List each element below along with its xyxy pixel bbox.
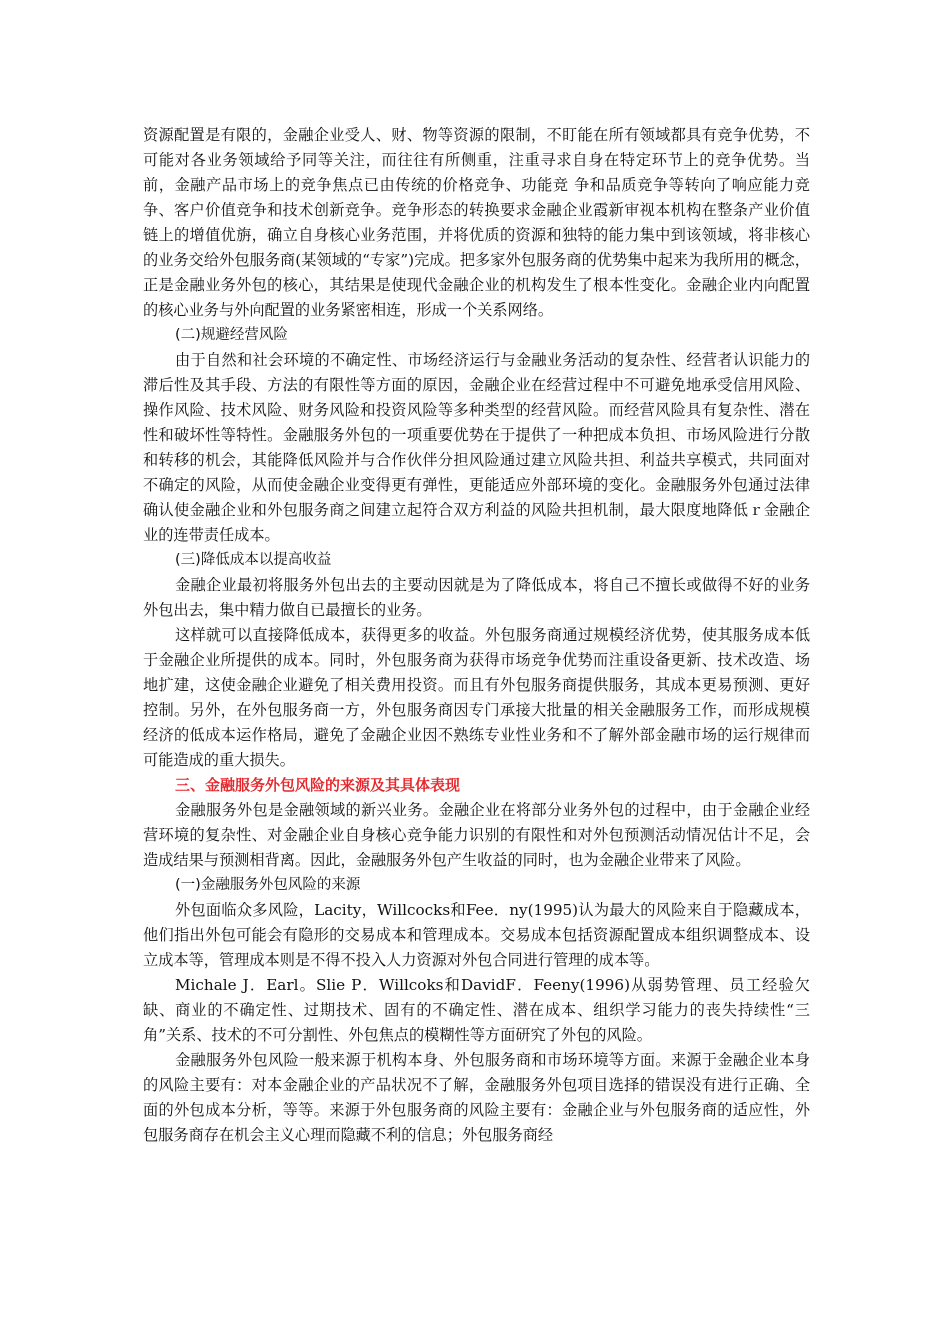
paragraph-cost-motive: 金融企业最初将服务外包出去的主要动因就是为了降低成本，将自己不擅长或做得不好的业务外包出去，集中精力做自已最擅长的业务。: [143, 576, 810, 619]
paragraph-risk: 由于自然和社会环境的不确定性、市场经济运行与金融业务活动的复杂性、经营者认识能力的滞后性及其手段、方法的有限性等方面的原因，金融企业在经营过程中不可避免地承受信用风险、操作风险、技术风险、财务风险和投资风险等多种类型的经营风险。而经营风险具有复杂性、潜在性和破坏性等特性。金融服务外包的一项重要优势在于提供了一种把成本负担、市场风险进行分散和转移的机会，其能降低风险并与合作伙伴分担风险通过建立风险共担、利益共享模式，共同面对不确定的风险，从而使金融企业变得更有弹性，更能适应外部环境的变化。金融服务外包通过法律确认使金融企业和外包服务商之间建立起符合双方利益的风险共担机制，最大限度地降低ｒ金融企业的连带责任成本。: [143, 351, 810, 544]
paragraph-risk-origins: 金融服务外包风险一般来源于机构本身、外包服务商和市场环境等方面。来源于金融企业本身的风险主要有：对本金融企业的产品状况不了解，金融服务外包项目选择的错误没有进行正确、全面的外包成本分析，等等。来源于外包服务商的风险主要有：金融企业与外包服务商的适应性，外包服务商存在机会主义心理而隐藏不利的信息；外包服务商经: [143, 1051, 810, 1144]
paragraph-earl: Michale J．Earl。Slie P．Willcoks和DavidF．Feeny(1996)从弱势管理、员工经验欠缺、商业的不确定性、过期技术、固有的不确定性、潜在成本、组织学习能力的丧失持续性“三角”关系、技术的不可分割性、外包焦点的模糊性等方面研究了外包的风险。: [143, 976, 810, 1044]
document-page: [143, 123, 810, 1148]
paragraph-outsourcing-intro: 金融服务外包是金融领域的新兴业务。金融企业在将部分业务外包的过程中，由于金融企业经营环境的复杂性、对金融企业自身核心竞争能力识别的有限性和对外包预测活动情况估计不足，会造成结果与预测相背离。因此，金融服务外包产生收益的同时，也为金融企业带来了风险。: [143, 801, 810, 869]
subheading-avoid-risk: (二)规避经营风险: [175, 327, 288, 343]
paragraph-resource-allocation: 资源配置是有限的，金融企业受人、财、物等资源的限制，不盯能在所有领域都具有竞争优势，不可能对各业务领域给予同等关注，而往往有所侧重，注重寻求自身在特定环节上的竞争优势。当前，金融产品市场上的竞争焦点已由传统的价格竞争、功能竞 争和品质竞争等转向了响应能力竞争、客户价值竞争和技术创新竞争。竞争形态的转换要求金融企业霞新审视本机构在整条产业价值链上的增值优旃，确立自身核心业务范围，并将优质的资源和独特的能力集中到该领域，将非核心的业务交给外包服务商(某领域的“专家”)完成。把多家外包服务商的优势集中起来为我所用的概念，正是金融业务外包的核心，其结果是使现代金融企业的机构发生了根本性变化。金融企业内向配置的核心业务与外向配置的业务紧密相连，形成一个关系网络。: [143, 126, 810, 319]
paragraph-lacity: 外包面临众多风险，Lacity，Willcocks和Fee．ny(1995)认为最大的风险来自于隐藏成本，他们指出外包可能会有隐形的交易成本和管理成本。交易成本包括资源配置成本组织调整成本、设立成本等，管理成本则是不得不投入人力资源对外包合同进行管理的成本等。: [143, 901, 810, 969]
section-heading-risk-sources: 三、金融服务外包风险的来源及其具体表现: [175, 776, 461, 794]
subheading-reduce-cost: (三)降低成本以提高收益: [175, 552, 332, 568]
subheading-risk-sources: (一)金融服务外包风险的来源: [175, 877, 361, 893]
paragraph-cost-benefit: 这样就可以直接降低成本，获得更多的收益。外包服务商通过规模经济优势，使其服务成本低于金融企业所提供的成本。同时，外包服务商为获得市场竞争优势而注重设备更新、技术改造、场地扩建，这使金融企业避免了相关费用投资。而且有外包服务商提供服务，其成本更易预测、更好控制。另外，在外包服务商一方，外包服务商因专门承接大批量的相关金融服务工作，而形成规模经济的低成本运作格局，避免了金融企业因不熟练专业性业务和不了解外部金融市场的运行规律而可能造成的重大损失。: [143, 626, 810, 769]
